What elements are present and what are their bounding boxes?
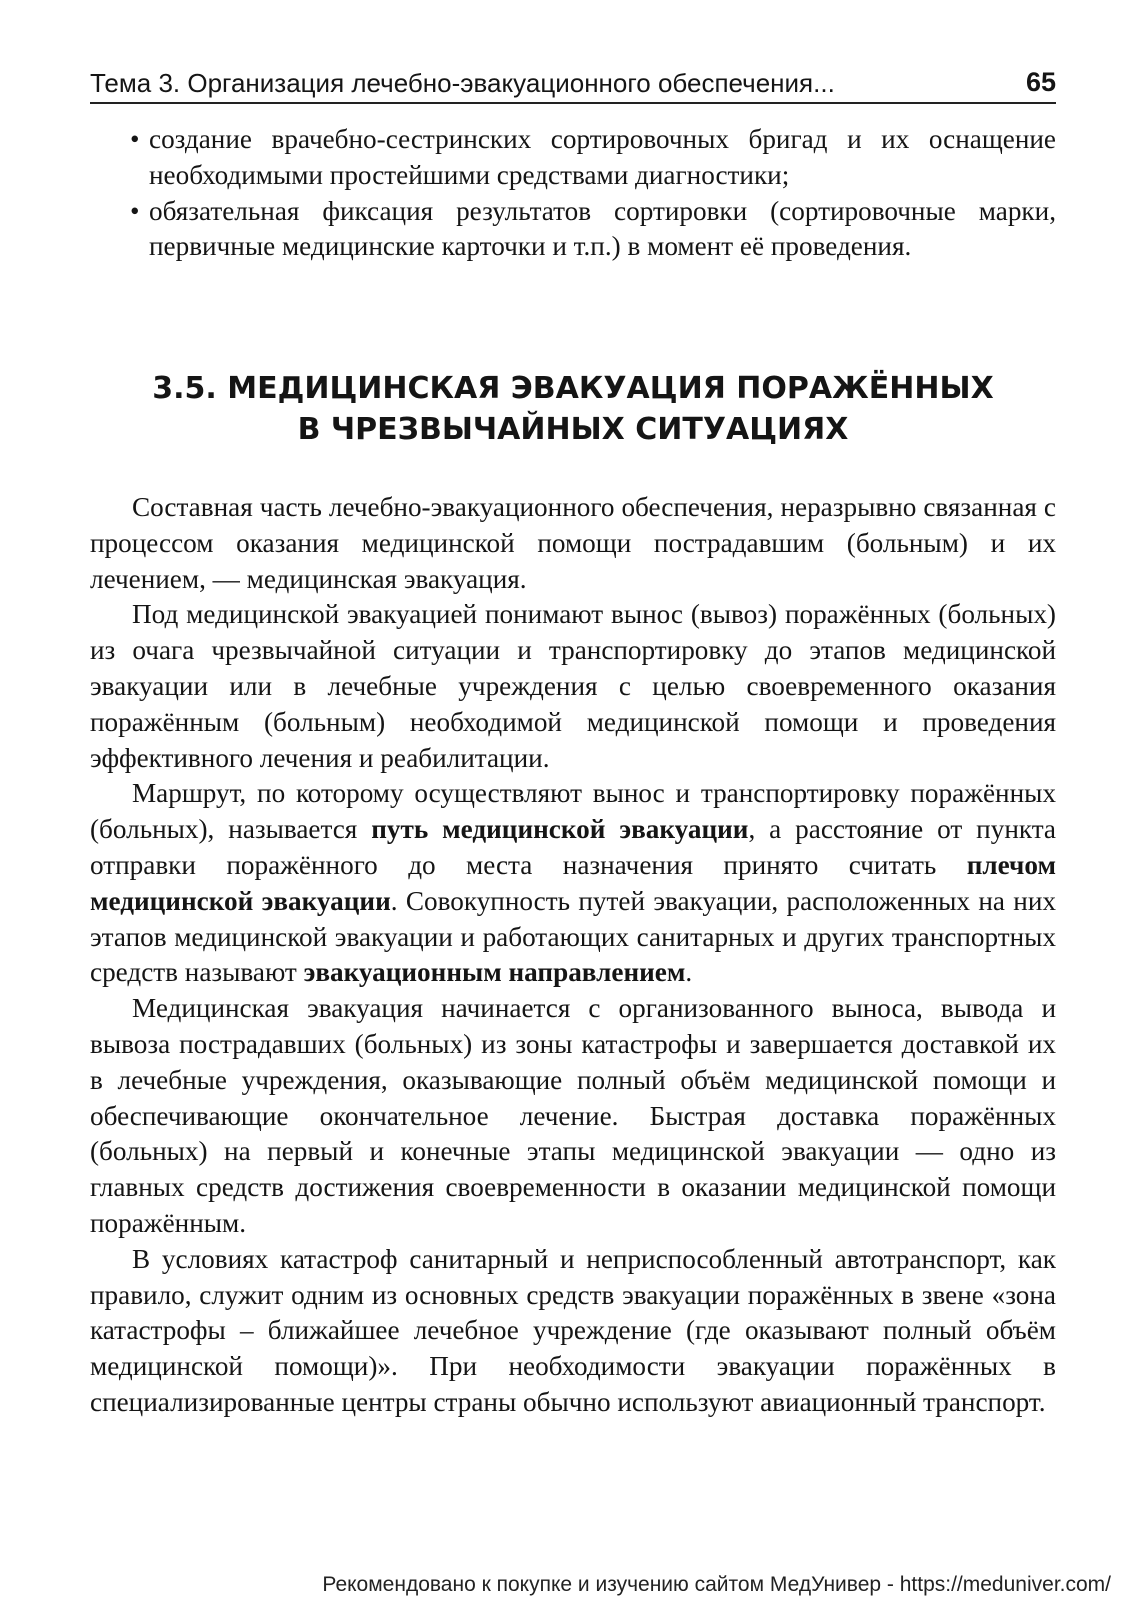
page-number: 65 [1025,67,1056,97]
paragraph-3-text-3: . Совокупность путей эвакуации, расположенных на них этапов медицинской эвакуации и работающих санитарных и других транспортных средств называют [90,885,1056,988]
term-evacuation-path: путь медицинской эвакуации [371,814,749,845]
running-head [90,62,1056,104]
paragraph-3-text-2: , а расстояние от пункта отправки поражённого до места назначения принято считать [90,814,1057,880]
running-head-title: Тема 3. Организация лечебно-эвакуационного обеспечения... [90,68,835,98]
paragraph-4: Медицинская эвакуация начинается с организованного выноса, вывода и вывоза пострадавших (больных) из зоны катастрофы и завершается доставкой их в лечебные учреждения, оказывающие полный объём медицинской помощи и обеспечивающие окончательное лечение. Быстрая доставка поражённых (больных) на первый и конечные этапы медицинской эвакуации — одно из главных средств достижения своевременности в оказании медицинской помощи поражённым. [90,993,1056,1238]
bullet-list [90,122,1056,265]
term-evacuation-shoulder: плечом медицинской эвакуации [90,849,1056,916]
paragraph-1: Составная часть лечебно-эвакуационного обеспечения, неразрывно связанная с процессом оказания медицинской помощи пострадавшим (больным) и их лечением, — медицинская эвакуация. [90,492,1056,594]
paragraph-3 [90,776,1056,991]
section-heading [90,368,1056,450]
section-body [90,490,1056,1421]
section-heading-line-1: 3.5. МЕДИЦИНСКАЯ ЭВАКУАЦИЯ ПОРАЖЁННЫХ [152,371,994,406]
term-evacuation-direction: эвакуационным направлением [303,957,686,988]
footer-recommendation: Рекомендовано к покупке и изучению сайтом МедУнивер - https://meduniver.com/ [322,1573,1111,1596]
header-rule [90,102,1056,104]
bullet-item: • создание врачебно-сестринских сортировочных бригад и их оснащение необходимыми простейшими средствами диагностики; [90,122,1056,194]
paragraph-5: В условиях катастроф санитарный и неприспособленный автотранспорт, как правило, служит одним из основных средств эвакуации поражённых в звене «зона катастрофы – ближайшее лечебное учреждение (где оказывают полный объём медицинской помощи)». При необходимости эвакуации поражённых в специализированные центры страны обычно используют авиационный транспорт. [90,1243,1056,1417]
bullet-item: • обязательная фиксация результатов сортировки (сортировочные марки, первичные медицинские карточки и т.п.) в момент её проведения. [90,194,1056,266]
paragraph-3-text-1: Маршрут, по которому осуществляют вынос и транспортировку поражённых (больных), называется [90,778,1056,845]
section-heading-line-2: В ЧРЕЗВЫЧАЙНЫХ СИТУАЦИЯХ [297,412,849,447]
paragraph-3-text-4: . [685,957,693,988]
paragraph-2: Под медицинской эвакуацией понимают вынос (вывоз) поражённых (больных) из очага чрезвычайной ситуации и транспортировку до этапов медицинской эвакуации или в лечебные учреждения с целью своевременного оказания поражённым (больным) необходимой медицинской помощи и проведения эффективного лечения и реабилитации. [90,599,1056,773]
